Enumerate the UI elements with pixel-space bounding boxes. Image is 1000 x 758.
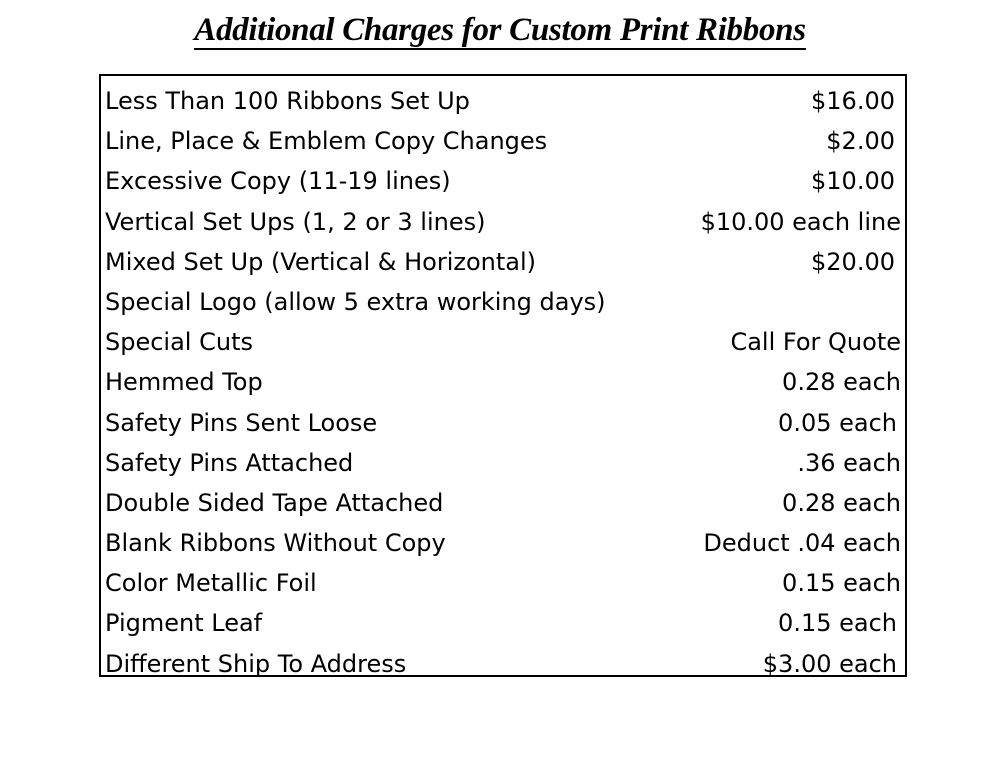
- charge-row: [101, 403, 905, 443]
- charge-value: 0.15 each: [778, 609, 897, 638]
- charge-label: Less Than 100 Ribbons Set Up: [105, 87, 470, 115]
- charge-value: $16.00: [811, 87, 895, 115]
- charge-row: [101, 443, 905, 483]
- charge-row: [101, 121, 905, 161]
- charge-row: [101, 242, 905, 282]
- charge-value: $20.00: [811, 247, 895, 276]
- charge-row: [101, 81, 905, 121]
- charge-label: Different Ship To Address: [105, 649, 407, 678]
- charge-value: 0.28 each: [782, 368, 901, 397]
- charge-row: [101, 603, 905, 643]
- charge-row: [101, 563, 905, 603]
- page-title: [0, 8, 1000, 52]
- charges-table: [99, 74, 907, 677]
- page-title-text: Additional Charges for Custom Print Ribbons: [194, 12, 806, 48]
- charge-value: .36 each: [797, 448, 901, 477]
- charge-row: [101, 282, 905, 322]
- charge-label: Hemmed Top: [105, 368, 263, 397]
- charge-label: Blank Ribbons Without Copy: [105, 529, 446, 558]
- charge-label: Pigment Leaf: [105, 609, 263, 638]
- charge-value: Call For Quote: [730, 328, 901, 357]
- charge-value: 0.28 each: [782, 488, 901, 517]
- charge-value: $2.00: [826, 127, 895, 156]
- charge-row: [101, 362, 905, 402]
- charge-value: $10.00 each line: [700, 207, 901, 236]
- charge-label: Line, Place & Emblem Copy Changes: [105, 127, 548, 156]
- charge-value: $3.00 each: [762, 649, 897, 678]
- charge-value: 0.15 each: [782, 569, 901, 598]
- charge-row: [101, 322, 905, 362]
- charge-label: Safety Pins Sent Loose: [105, 408, 378, 437]
- charge-value: Deduct .04 each: [703, 529, 901, 558]
- charge-row: [101, 483, 905, 523]
- charge-value: 0.05 each: [778, 408, 897, 437]
- charge-label: Vertical Set Ups (1, 2 or 3 lines): [105, 207, 486, 236]
- charge-label: Double Sided Tape Attached: [105, 488, 444, 517]
- charge-row: [101, 523, 905, 563]
- charge-row: [101, 161, 905, 201]
- charge-label: Color Metallic Foil: [105, 569, 317, 598]
- charge-label: Excessive Copy (11-19 lines): [105, 167, 451, 196]
- charge-row: [101, 644, 905, 684]
- charge-label: Mixed Set Up (Vertical & Horizontal): [105, 247, 537, 276]
- charge-label: Safety Pins Attached: [105, 448, 354, 477]
- charge-label: Special Cuts: [105, 328, 253, 357]
- charge-value: $10.00: [811, 167, 895, 196]
- charge-row: [101, 202, 905, 242]
- charge-label: Special Logo (allow 5 extra working days): [105, 287, 606, 316]
